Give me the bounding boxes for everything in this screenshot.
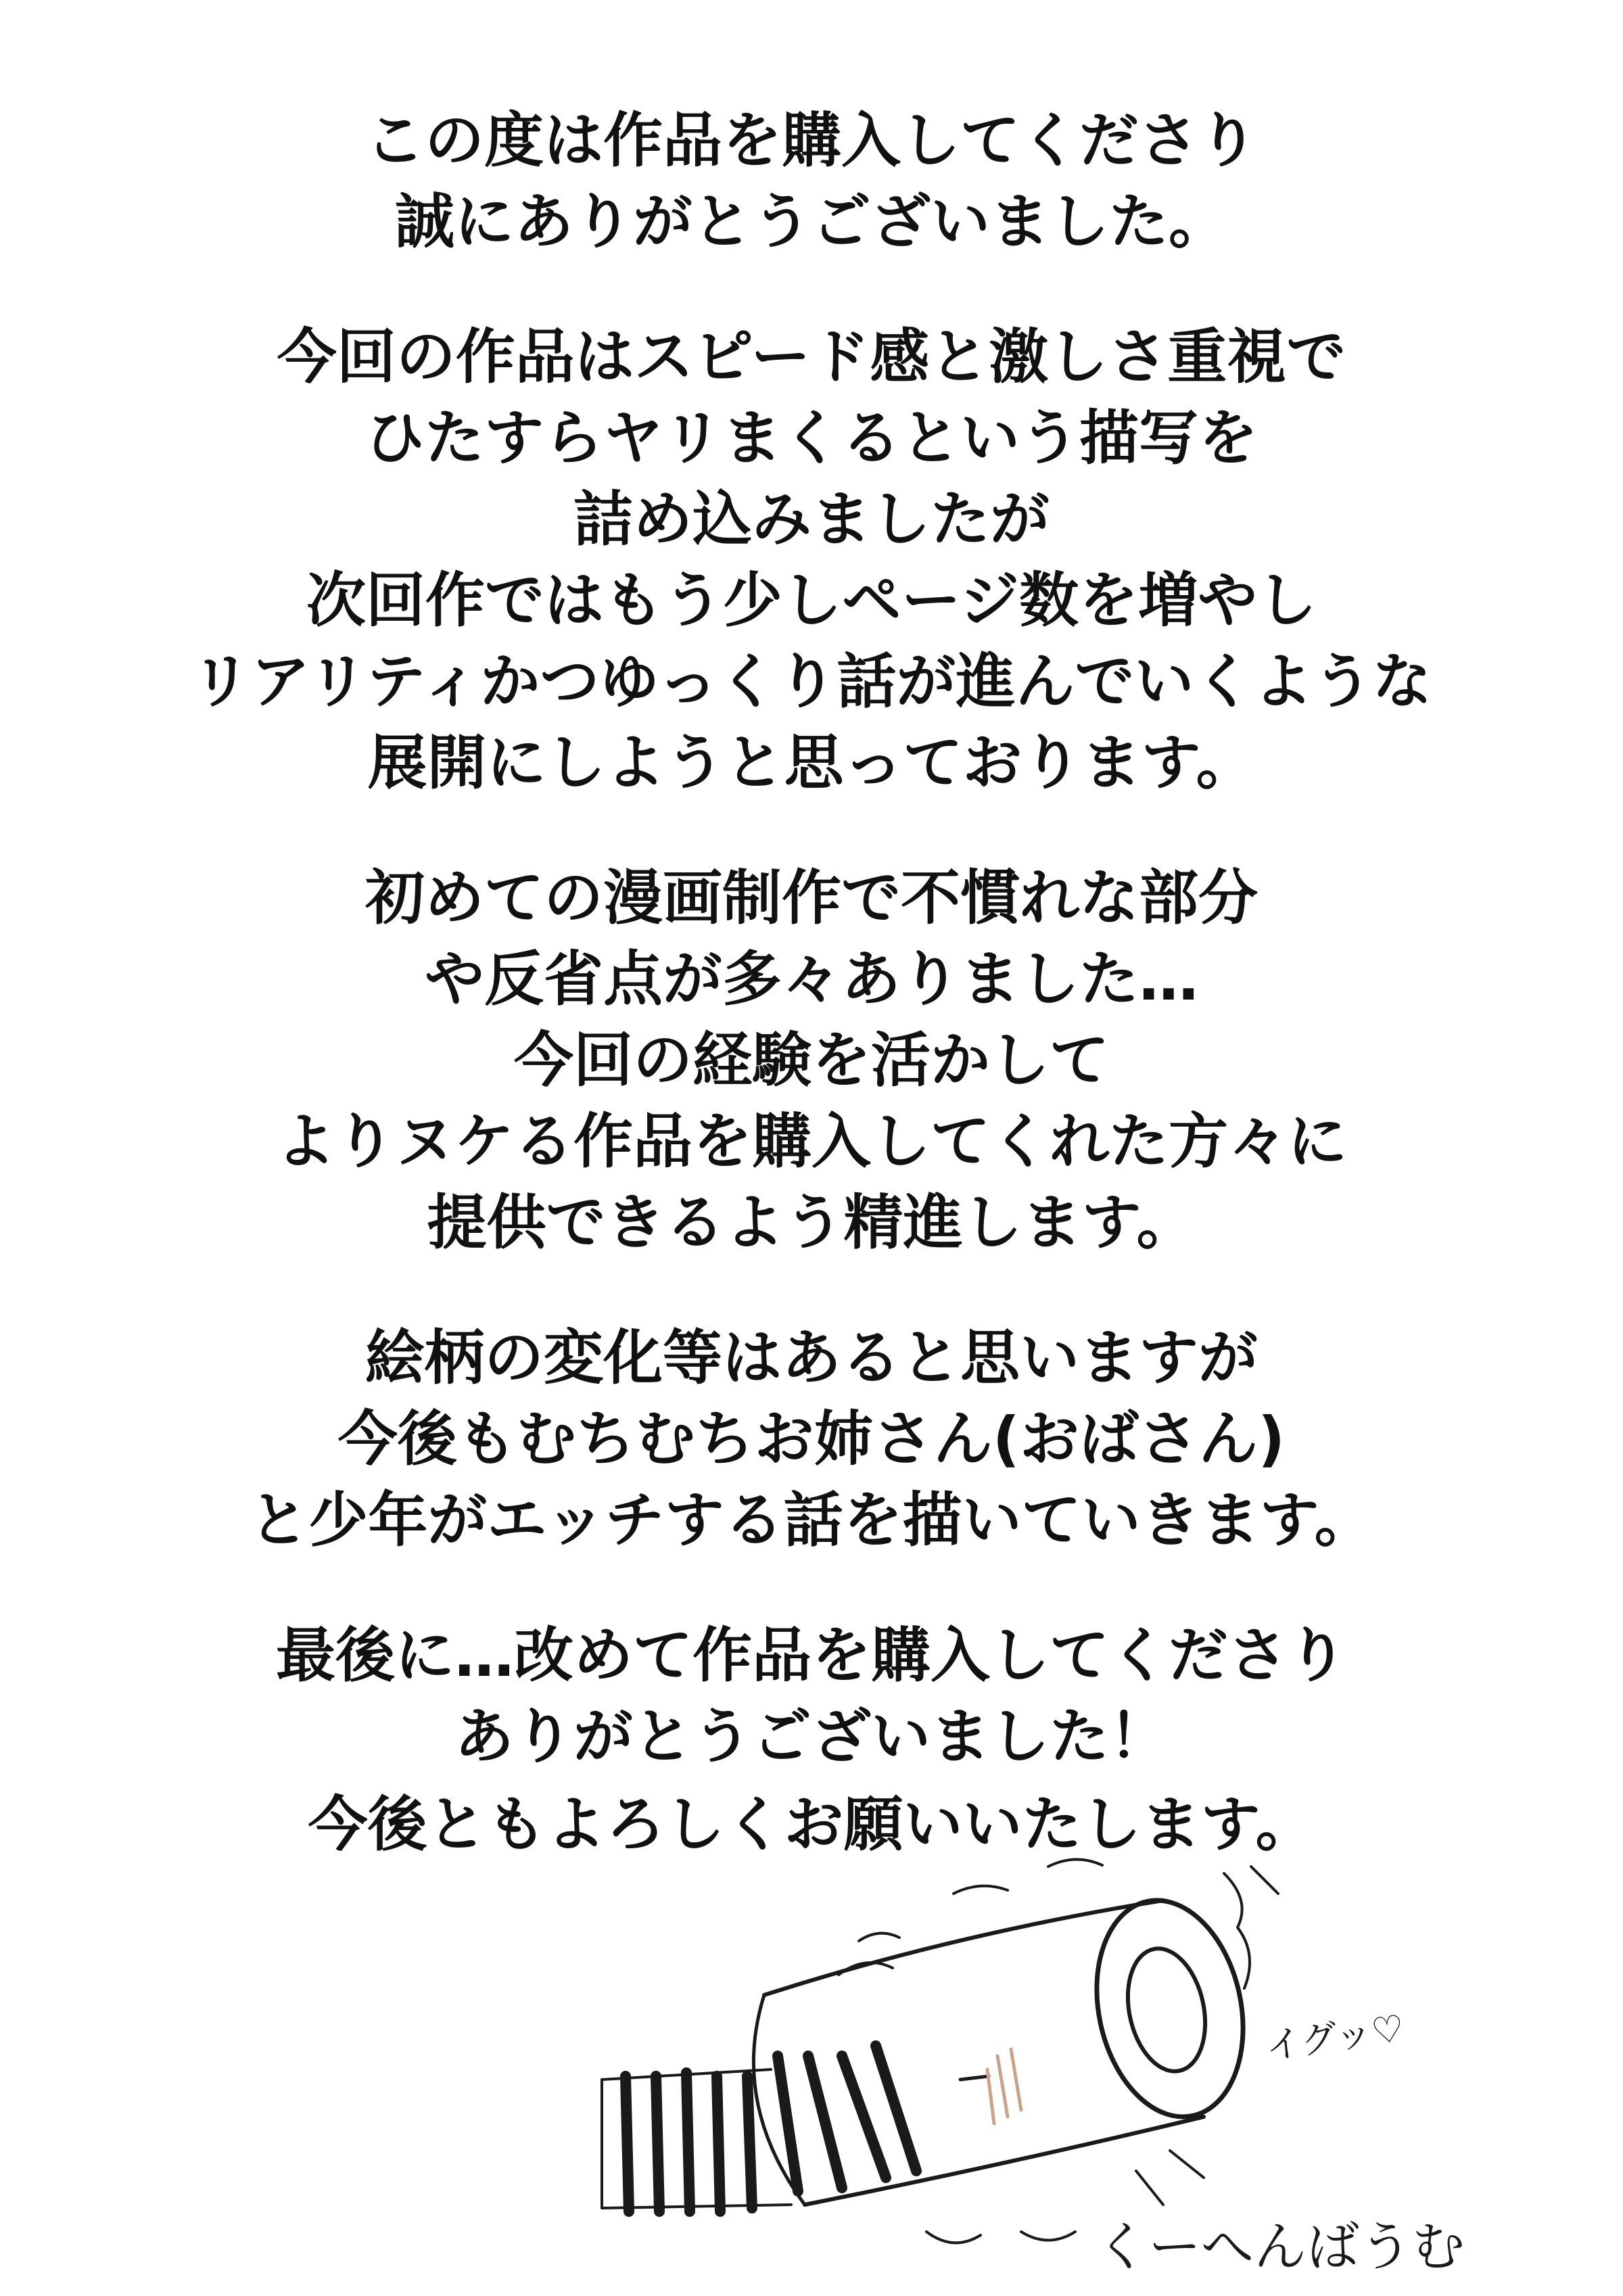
message-line: ひたすらヤリまくるという描写を <box>364 403 1258 473</box>
message-line: 絵柄の変化等はあると思いますが <box>364 1323 1258 1392</box>
message-line: 詰め込みましたが <box>573 484 1050 554</box>
message-line: この度は作品を購入してくださり <box>364 106 1258 175</box>
message-line: 提供できるよう精進します。 <box>427 1188 1196 1257</box>
message-line: 誠にありがとうございました。 <box>394 187 1228 256</box>
sketch-illustration <box>575 1853 1555 2293</box>
message-line: 展開にしようと思っております。 <box>367 728 1256 797</box>
message-line: 今後もむちむちお姉さん(おばさん) <box>337 1404 1286 1474</box>
message-line: 次回作ではもう少しページ数を増やし <box>306 565 1317 635</box>
message-line: よりヌケる作品を購入してくれた方々に <box>275 1106 1347 1176</box>
message-line: 初めての漫画制作で不慣れな部分 <box>364 863 1258 933</box>
message-line: 最後に…改めて作品を購入してくださり <box>275 1620 1347 1690</box>
message-line: 今回の作品はスピード感と激しさ重視で <box>277 322 1346 392</box>
message-line: 今後ともよろしくお願いいたします。 <box>308 1789 1315 1859</box>
message-line: リアリティかつゆっくり話が進んでいくような <box>191 647 1432 716</box>
message-line: ありがとうございました！ <box>454 1702 1169 1771</box>
author-signature: くーへんばうむ <box>1096 2217 1465 2278</box>
sound-effect-text: イグッ♡ <box>1263 2006 1407 2069</box>
message-line: 今回の経験を活かして <box>513 1025 1109 1095</box>
message-line: と少年がエッチする話を描いていきます。 <box>249 1485 1374 1555</box>
message-line: や反省点が多々ありました… <box>424 944 1198 1014</box>
